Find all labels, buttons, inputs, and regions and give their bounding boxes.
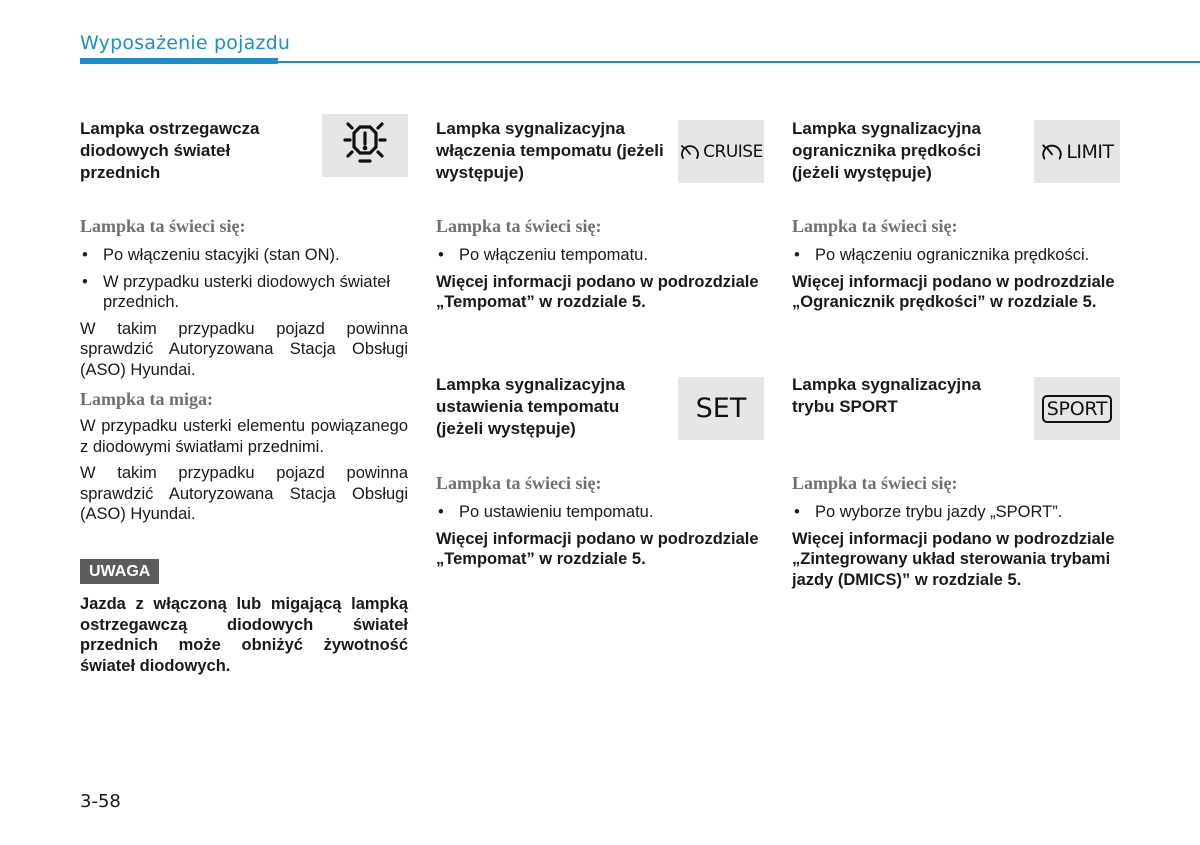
- set-title: Lampka sygnalizacyjna ustawienia tempomatu (jeżeli występuje): [436, 375, 625, 438]
- led-on-bullet-1-text: Po włączeniu stacyjki (stan ON).: [103, 246, 340, 264]
- led-headlamp-title: Lampka ostrzegawcza diodowych świateł przednich: [80, 119, 260, 182]
- bullet-dot: •: [794, 503, 800, 521]
- header-accent-bar: [80, 58, 278, 64]
- set-indicator-icon: [678, 377, 764, 440]
- caution-text: Jazda z włączoną lub migającą lampką ostrzegawczą diodowych świateł przednich może obniżyć żywotność świateł diodowych.: [80, 595, 408, 675]
- cruise-bullet-text: Po włączeniu tempomatu.: [459, 246, 648, 264]
- limit-indicator-icon: [1034, 120, 1120, 183]
- cruise-title: Lampka sygnalizacyjna włączenia tempomatu (jeżeli występuje): [436, 119, 664, 182]
- led-on-bullet-2-text: W przypadku usterki diodowych świateł przednich.: [103, 272, 391, 311]
- sport-icon-label: SPORT: [1042, 395, 1112, 423]
- bullet-dot: •: [82, 272, 88, 291]
- cruise-subheading: Lampka ta świeci się:: [436, 216, 602, 236]
- bullet-dot: •: [438, 246, 444, 264]
- led-on-bullet-1: [80, 245, 408, 266]
- led-blink-subheading: Lampka ta miga:: [80, 389, 214, 409]
- led-blink-paragraph-2: W takim przypadku pojazd powinna sprawdzić Autoryzowana Stacja Obsługi (ASO) Hyundai.: [80, 464, 408, 523]
- set-subheading: Lampka ta świeci się:: [436, 473, 602, 493]
- led-headlamp-warning-icon: [322, 114, 408, 177]
- set-bullet-text: Po ustawieniu tempomatu.: [459, 503, 654, 521]
- cruise-more-info: Więcej informacji podano w podrozdziale „Tempomat” w rozdziale 5.: [436, 272, 759, 311]
- set-icon-label: SET: [695, 393, 747, 424]
- limit-bullet: [792, 245, 1120, 266]
- sport-indicator-icon: [1034, 377, 1120, 440]
- set-bullet: [436, 502, 764, 523]
- speedometer-icon: [1040, 140, 1064, 164]
- limit-more-info: Więcej informacji podano w podrozdziale „Ogranicznik prędkości” w rozdziale 5.: [792, 272, 1115, 311]
- bullet-dot: •: [82, 246, 88, 264]
- sport-bullet-text: Po wyborze trybu jazdy „SPORT”.: [815, 503, 1063, 521]
- sport-title: Lampka sygnalizacyjna trybu SPORT: [792, 375, 981, 416]
- limit-subheading: Lampka ta świeci się:: [792, 216, 958, 236]
- limit-bullet-text: Po włączeniu ogranicznika prędkości.: [815, 246, 1090, 264]
- led-on-paragraph: W takim przypadku pojazd powinna sprawdzić Autoryzowana Stacja Obsługi (ASO) Hyundai.: [80, 319, 408, 379]
- led-on-subheading: Lampka ta świeci się:: [80, 216, 246, 236]
- cruise-indicator-icon: [678, 120, 764, 183]
- section-title: Wyposażenie pojazdu: [80, 32, 291, 54]
- limit-icon-label: LIMIT: [1066, 140, 1114, 163]
- sport-more-info: Więcej informacji podano w podrozdziale „Zintegrowany układ sterowania trybami jazdy (DMICS)” w rozdziale 5.: [792, 529, 1115, 589]
- sport-subheading: Lampka ta świeci się:: [792, 473, 958, 493]
- sport-bullet: [792, 502, 1120, 523]
- led-blink-paragraph-1: W przypadku usterki elementu powiązanego z diodowymi światłami przednimi.: [80, 417, 408, 456]
- bullet-dot: •: [438, 503, 444, 521]
- cruise-bullet: [436, 245, 764, 266]
- bullet-dot: •: [794, 246, 800, 264]
- led-on-bullet-2: [80, 272, 408, 313]
- page-number: 3-58: [80, 791, 121, 812]
- caution-badge: UWAGA: [80, 559, 159, 584]
- cruise-icon-label: CRUISE: [703, 141, 763, 162]
- speedometer-icon: [679, 141, 701, 163]
- set-more-info: Więcej informacji podano w podrozdziale „Tempomat” w rozdziale 5.: [436, 529, 759, 568]
- limit-title: Lampka sygnalizacyjna ogranicznika prędkości (jeżeli występuje): [792, 119, 981, 182]
